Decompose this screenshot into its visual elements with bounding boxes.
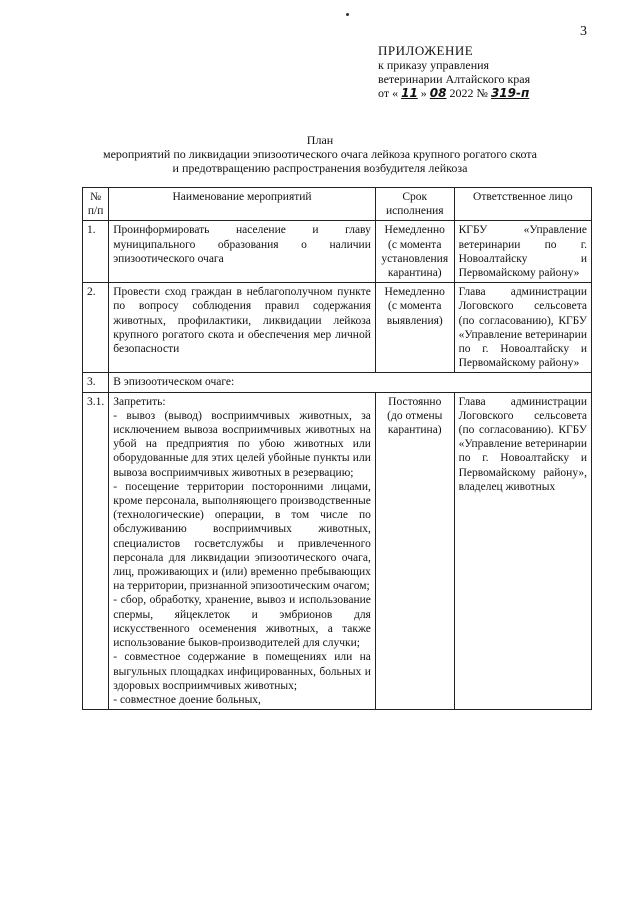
date-mid: » [420, 86, 427, 100]
appendix-line-2: ветеринарии Алтайского края [378, 72, 531, 86]
measure-line: - сбор, обработку, хранение, вывоз и использование спермы, яйцеклеток и эмбрионов для искусственного осеменения животных, а также использование быков-производителей для случки; [113, 594, 371, 650]
appendix-heading: ПРИЛОЖЕНИЕ [378, 43, 474, 58]
header-resp: Ответственное лицо [454, 188, 591, 221]
table-row [83, 373, 592, 392]
measure-line: - совместное содержание в помещениях или на выгульных площадках инфицированных, больных и здоровых восприимчивых животных; [113, 651, 371, 692]
header-num: № п/п [83, 188, 109, 221]
row-term: Немедленно (с момента установления карантина) [375, 221, 454, 283]
measure-line: - вывоз (вывод) восприимчивых животных, за исключением вывоза восприимчивых животных на убой на предприятия по убою животных или оборудованные для этих целей убойные пункты или вывоза восприимчивых животных в резервацию; [113, 409, 371, 479]
date-prefix: от « [378, 86, 399, 100]
row-num: 2. [83, 283, 109, 373]
handwritten-number: 319-п [490, 86, 530, 100]
measure-line: - совместное доение больных, [113, 693, 261, 706]
row-num: 1. [83, 221, 109, 283]
plan-title [0, 133, 640, 175]
table-row [83, 392, 592, 709]
measure-line: Запретить: [113, 395, 166, 408]
appendix-date-line [378, 86, 530, 100]
header-name: Наименование мероприятий [109, 188, 376, 221]
title-line-3: и предотвращению распространения возбудителя лейкоза [172, 161, 468, 175]
table-row [83, 283, 592, 373]
row-term: Постоянно (до отмены карантина) [375, 392, 454, 709]
measures-table [82, 187, 592, 710]
handwritten-day: 11 [401, 86, 418, 100]
row-num: 3.1. [83, 392, 109, 709]
scan-speck [346, 13, 349, 16]
row-resp: КГБУ «Управление ветеринарии по г. Новоалтайску и Первомайскому району» [454, 221, 591, 283]
row-name: Проинформировать население и главу муниципального образования о наличии эпизоотического очага [109, 221, 376, 283]
title-line-2: мероприятий по ликвидации эпизоотического очага лейкоза крупного рогатого скота [102, 147, 538, 161]
date-year: 2022 № [449, 86, 488, 100]
title-line-1: План [306, 133, 334, 147]
row-section-title: В эпизоотическом очаге: [109, 373, 592, 392]
handwritten-month: 08 [429, 86, 447, 100]
measure-line: - посещение территории посторонними лицами, кроме персонала, выполняющего производственные (технологические) операции, в том числе по обслуживанию восприимчивых животных, специалистов госветслужбы и привлеченного персонала для ликвидации эпизоотического очага, лиц, проживающих и (или) временно пребывающих на территории, признанной эпизоотическим очагом; [113, 480, 371, 593]
row-name: Провести сход граждан в неблагополучном пункте по вопросу соблюдения правил содержания животных, профилактики, ликвидации лейкоза крупного рогатого скота и обеспечения мер личной безопасности [109, 283, 376, 373]
row-resp: Глава администрации Логовского сельсовета (по согласованию), КГБУ «Управление ветеринарии по г. Новоалтайску и Первомайскому району» [454, 283, 591, 373]
header-term: Срок исполнения [375, 188, 454, 221]
row-name [109, 392, 376, 709]
table-header-row [83, 188, 592, 221]
appendix-header [378, 44, 530, 100]
appendix-line-1: к приказу управления [378, 58, 490, 72]
page-number: 3 [580, 24, 587, 39]
row-num: 3. [83, 373, 109, 392]
row-resp: Глава администрации Логовского сельсовета (по согласованию). КГБУ «Управление ветеринарии по г. Новоалтайску и Первомайскому району», владелец животных [454, 392, 591, 709]
table-row [83, 221, 592, 283]
row-term: Немедленно (с момента выявления) [375, 283, 454, 373]
